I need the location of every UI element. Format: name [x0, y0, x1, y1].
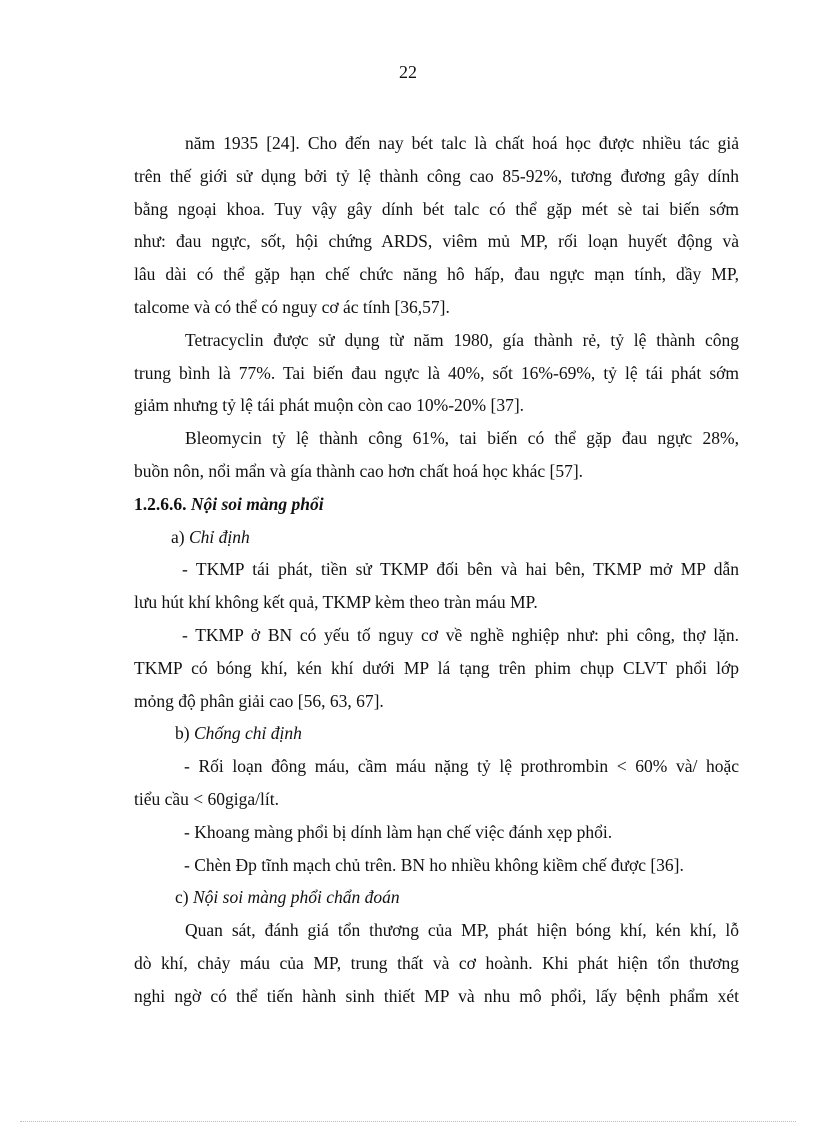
- text-line: bằng ngoại khoa. Tuy vậy gây dính bét talc có thể gặp mét sè tai biến sớm: [134, 198, 739, 219]
- contraindication-item: [134, 816, 739, 849]
- text-line: - TKMP tái phát, tiền sử TKMP đối bên và hai bên, TKMP mở MP dẫn: [182, 559, 739, 580]
- subheading-label: c): [175, 887, 189, 908]
- text-line: nghi ngờ có thể tiến hành sinh thiết MP và nhu mô phổi, lấy bệnh phẩm xét: [134, 985, 739, 1006]
- text-line: lưu hút khí không kết quả, TKMP kèm theo tràn máu MP.: [134, 592, 538, 613]
- text-line: - Chèn Ðp tĩnh mạch chủ trên. BN ho nhiều không kiềm chế được [36].: [184, 854, 684, 875]
- text-line: mỏng độ phân giải cao [56, 63, 67].: [134, 690, 384, 711]
- text-line: TKMP có bóng khí, kén khí dưới MP lá tạng trên phim chụp CLVT phổi lớp: [134, 657, 739, 678]
- indication-item: [134, 553, 739, 619]
- subheading-indications: [134, 521, 739, 554]
- text-line: buồn nôn, nổi mẩn và gía thành cao hơn chất hoá học khác [57].: [134, 460, 584, 481]
- document-body: [134, 127, 739, 1013]
- text-line: talcome và có thể có nguy cơ ác tính [36,57].: [134, 296, 450, 317]
- text-line: trên thế giới sử dụng bởi tỷ lệ thành công cao 85-92%, tương đương gây dính: [134, 165, 739, 186]
- section-heading: [134, 488, 739, 521]
- section-number: 1.2.6.6.: [134, 493, 187, 514]
- page-bottom-border: [20, 1121, 796, 1122]
- indication-item: [134, 619, 739, 717]
- text-line: Tetracyclin được sử dụng từ năm 1980, gía thành rẻ, tỷ lệ thành công: [185, 329, 739, 350]
- text-line: - Khoang màng phổi bị dính làm hạn chế việc đánh xẹp phổi.: [184, 821, 613, 842]
- paragraph-bleomycin: [134, 422, 739, 488]
- subheading-title: Chống chỉ định: [193, 723, 302, 744]
- subheading-contraindications: [134, 717, 739, 750]
- subheading-diagnostic: [134, 881, 739, 914]
- text-line: - Rối loạn đông máu, cầm máu nặng tỷ lệ prothrombin < 60% và/ hoặc: [184, 756, 739, 777]
- text-line: - TKMP ở BN có yếu tố nguy cơ về nghề nghiệp như: phi công, thợ lặn.: [182, 624, 739, 645]
- paragraph-talc: [134, 127, 739, 324]
- subheading-label: a): [171, 526, 185, 547]
- text-line: như: đau ngực, sốt, hội chứng ARDS, viêm mủ MP, rối loạn huyết động và: [134, 231, 739, 252]
- text-line: giảm nhưng tỷ lệ tái phát muộn còn cao 10%-20% [37].: [134, 395, 525, 416]
- text-line: tiểu cầu < 60giga/lít.: [134, 788, 279, 809]
- text-line: Bleomycin tỷ lệ thành công 61%, tai biến có thể gặp đau ngực 28%,: [185, 428, 739, 449]
- text-line: dò khí, chảy máu của MP, trung thất và cơ hoành. Khi phát hiện tổn thương: [134, 952, 739, 973]
- page-number: 22: [399, 62, 417, 82]
- paragraph-diagnostic: [134, 914, 739, 1012]
- text-line: năm 1935 [24]. Cho đến nay bét talc là chất hoá học được nhiều tác giả: [185, 133, 739, 153]
- paragraph-tetracyclin: [134, 324, 739, 422]
- text-line: lâu dài có thể gặp hạn chế chức năng hô hấp, đau ngực mạn tính, dầy MP,: [134, 264, 739, 285]
- subheading-title: Nội soi màng phổi chẩn đoán: [192, 887, 400, 908]
- subheading-label: b): [175, 723, 190, 744]
- contraindication-item: [134, 849, 739, 882]
- text-line: Quan sát, đánh giá tổn thương của MP, phát hiện bóng khí, kén khí, lỗ: [185, 920, 739, 941]
- contraindication-item: [134, 750, 739, 816]
- text-line: trung bình là 77%. Tai biến đau ngực là 40%, sốt 16%-69%, tỷ lệ tái phát sớm: [134, 362, 739, 383]
- subheading-title: Chỉ định: [188, 526, 250, 547]
- section-title: Nội soi màng phổi: [190, 493, 324, 514]
